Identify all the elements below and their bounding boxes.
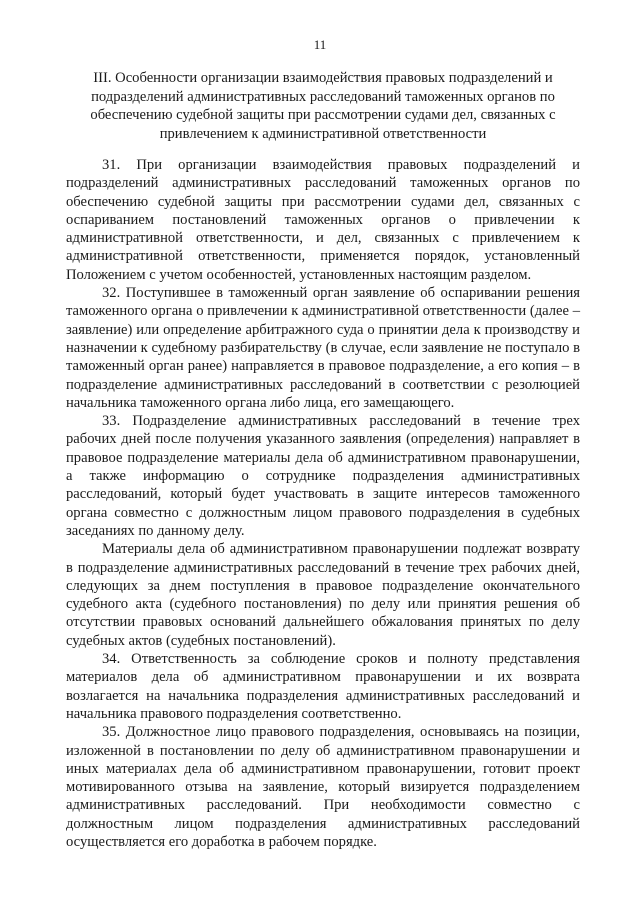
page-number: 11 <box>313 37 327 52</box>
paragraph-33-continued: Материалы дела об административном правонарушении подлежат возврату в подразделение административных расследований в течение трех рабочих дней, следующих за днем поступления в правовое подразделение окончательного судебного акта (судебного постановления) по делу или принятия решения об отсутствии правовых оснований дальнейшего обжалования принятых по делу судебных актов (судебных постановлений). <box>66 541 580 649</box>
paragraph-33: 33. Подразделение административных расследований в течение трех рабочих дней после получения указанного заявления (определения) направляет в правовое подразделение материалы дела об административном правонарушении, а также информацию о сотруднике подразделения административных расследований, который будет участвовать в защите интересов таможенного органа совместно с должностным лицом правового подразделения в судебных заседаниях по данному делу. <box>66 413 580 539</box>
paragraph-31: 31. При организации взаимодействия правовых подразделений и подразделений административных расследований таможенных органов по обеспечению судебной защиты при рассмотрении судами дел, связанных с оспариванием постановлений таможенных органов о привлечении к административной ответственности, и дел, связанных с привлечением к административной ответственности, применяется порядок, установленный Положением с учетом особенностей, установленных настоящим разделом. <box>66 157 580 283</box>
paragraph-32: 32. Поступившее в таможенный орган заявление об оспаривании решения таможенного органа о привлечении к административной ответственности (далее – заявление) или определение арбитражного суда о принятии дела к производству и назначении к судебному разбирательству (в случае, если заявление не поступало в таможенный орган ранее) направляется в правовое подразделение, а его копия – в подразделение административных расследований в соответствии с резолюцией начальника таможенного органа либо лица, его замещающего. <box>66 285 580 411</box>
paragraph-35: 35. Должностное лицо правового подразделения, основываясь на позиции, изложенной в постановлении по делу об административном правонарушении и иных материалах дела об административном правонарушении, готовит проект мотивированного отзыва на заявление, который визируется подразделением административных расследований. При необходимости совместно с должностным лицом подразделения административных расследований осуществляется его доработка в рабочем порядке. <box>66 724 580 850</box>
body-text <box>66 156 580 851</box>
paragraph-34: 34. Ответственность за соблюдение сроков и полноту представления материалов дела об административном правонарушении и их возврата возлагается на начальника подразделения административных расследований и начальника правового подразделения соответственно. <box>66 651 580 722</box>
section-heading: III. Особенности организации взаимодействия правовых подразделений и подразделений административных расследований таможенных органов по обеспечению судебной защиты при рассмотрении судами дел, связанных с привлечением к административной ответственности <box>90 70 556 142</box>
